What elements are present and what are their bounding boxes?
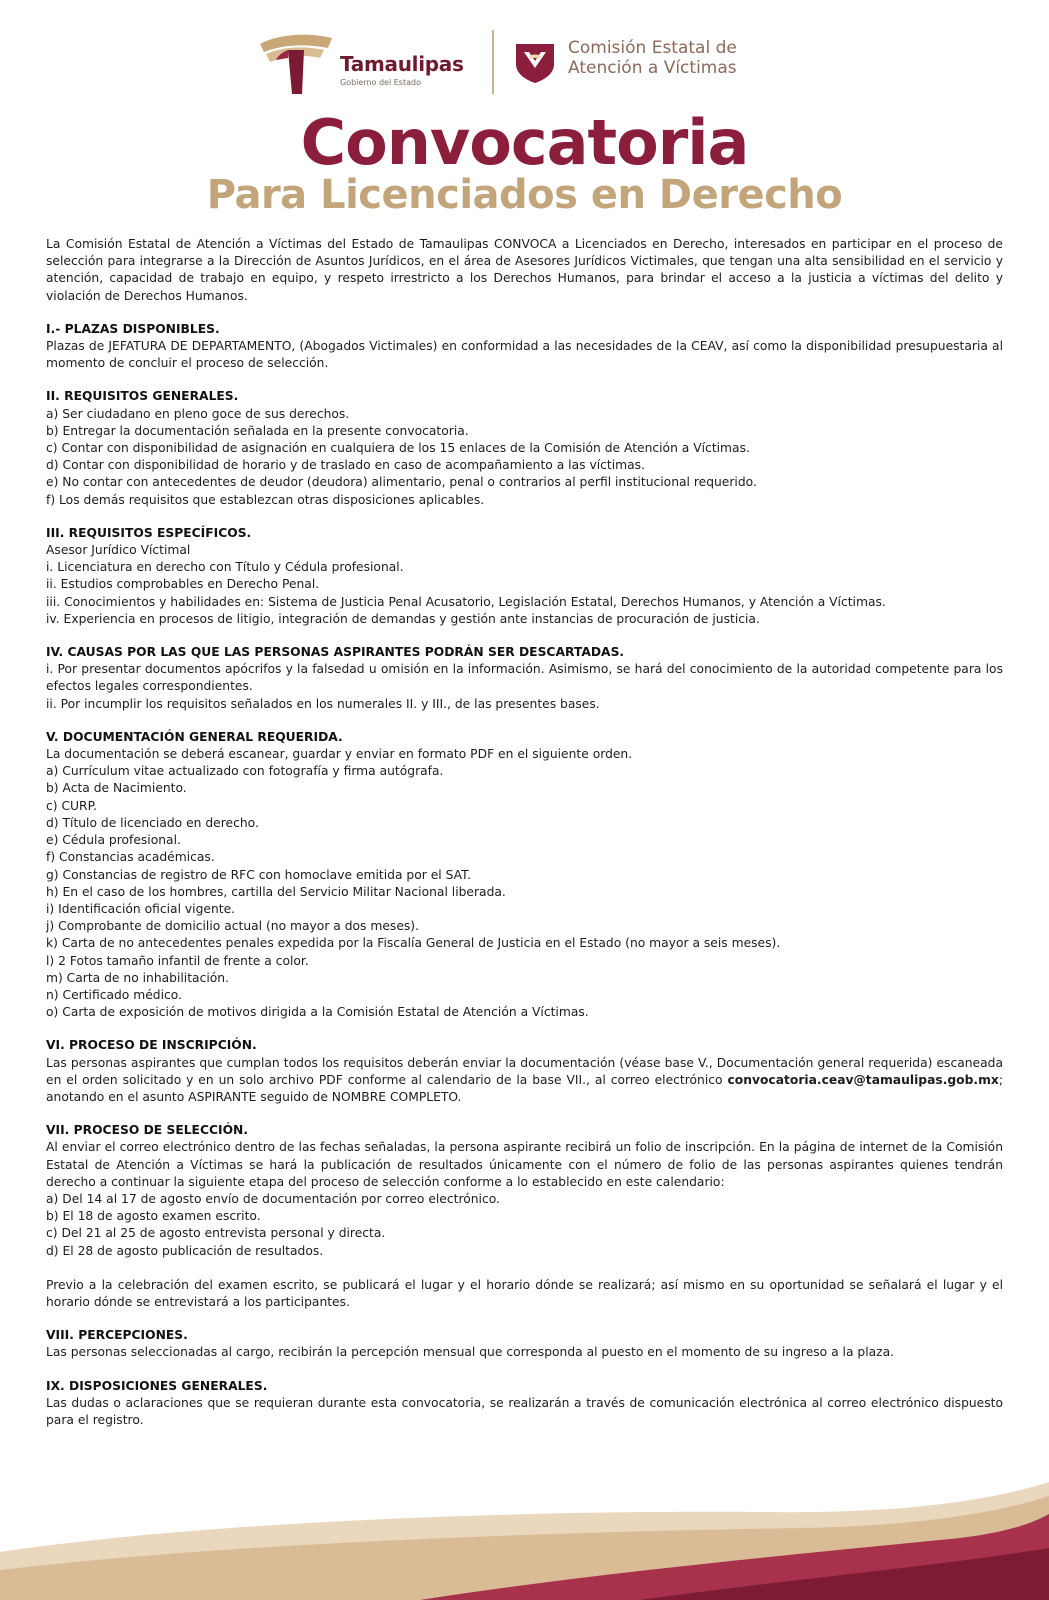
list-item: iii. Conocimientos y habilidades en: Sistema de Justicia Penal Acusatorio, Legislación Estatal, Derechos Humanos, y Atención a Víctimas. bbox=[46, 594, 886, 609]
section-heading: IX. DISPOSICIONES GENERALES. bbox=[46, 1378, 268, 1393]
section-requisitos-generales bbox=[46, 388, 1003, 508]
list-item: l) 2 Fotos tamaño infantil de frente a color. bbox=[46, 953, 309, 968]
list-item: c) Contar con disponibilidad de asignación en cualquiera de los 15 enlaces de la Comisión de Atención a Víctimas. bbox=[46, 441, 750, 456]
section-text: Las dudas o aclaraciones que se requieran durante esta convocatoria, se realizarán a través de comunicación electrónica al correo electrónico dispuesto para el registro. bbox=[46, 1395, 1003, 1427]
page-title: Convocatoria bbox=[300, 106, 749, 179]
list-item: La documentación se deberá escanear, guardar y enviar en formato PDF en el siguiente orden. bbox=[46, 747, 633, 762]
tamaulipas-subtitle: Gobierno del Estado bbox=[340, 78, 421, 87]
list-item: f) Los demás requisitos que establezcan otras disposiciones aplicables. bbox=[46, 492, 485, 507]
ceav-name-line1: Comisión Estatal de bbox=[568, 38, 737, 58]
header bbox=[0, 22, 1049, 102]
section-seleccion bbox=[46, 1122, 1003, 1311]
list-item: i) Identificación oficial vigente. bbox=[46, 901, 236, 916]
section-heading: VI. PROCESO DE INSCRIPCIÓN. bbox=[46, 1038, 257, 1053]
tamaulipas-emblem-icon bbox=[258, 30, 334, 96]
list-item: iv. Experiencia en procesos de litigio, integración de demandas y gestión ante instancias de procuración de justicia. bbox=[46, 611, 760, 626]
tamaulipas-logo bbox=[258, 30, 468, 96]
list-item: a) Del 14 al 17 de agosto envío de documentación por correo electrónico. bbox=[46, 1191, 500, 1206]
section-text: Plazas de JEFATURA DE DEPARTAMENTO, (Abogados Victimales) en conformidad a las necesidades de la CEAV, así como la disponibilidad presupuestaria al momento de concluir el proceso de selección. bbox=[46, 339, 1003, 371]
section-plazas bbox=[46, 321, 1003, 373]
page-subtitle: Para Licenciados en Derecho bbox=[206, 172, 843, 218]
list-item: b) Acta de Nacimiento. bbox=[46, 781, 187, 796]
section-documentacion bbox=[46, 729, 1003, 1021]
section-heading: III. REQUISITOS ESPECÍFICOS. bbox=[46, 525, 252, 540]
section-heading: V. DOCUMENTACIÓN GENERAL REQUERIDA. bbox=[46, 729, 343, 744]
tamaulipas-name: Tamaulipas bbox=[340, 52, 464, 76]
list-item: i. Por presentar documentos apócrifos y la falsedad u omisión en la información. Asimismo, se hará del conocimiento de la autoridad competente para los efectos legales correspondientes. bbox=[46, 662, 1003, 694]
ceav-logo bbox=[512, 32, 772, 92]
list-item: e) Cédula profesional. bbox=[46, 833, 181, 848]
section-heading: IV. CAUSAS POR LAS QUE LAS PERSONAS ASPIRANTES PODRÁN SER DESCARTADAS. bbox=[46, 645, 625, 660]
section-percepciones bbox=[46, 1327, 1003, 1361]
ceav-emblem-icon bbox=[512, 38, 558, 84]
list-item: b) El 18 de agosto examen escrito. bbox=[46, 1209, 261, 1224]
list-item: b) Entregar la documentación señalada en la presente convocatoria. bbox=[46, 423, 469, 438]
list-item: c) CURP. bbox=[46, 798, 98, 813]
list-item: e) No contar con antecedentes de deudor (deudora) alimentario, penal o contrarios al perfil institucional requerido. bbox=[46, 475, 757, 490]
list-item: j) Comprobante de domicilio actual (no mayor a dos meses). bbox=[46, 919, 419, 934]
section-heading: I.- PLAZAS DISPONIBLES. bbox=[46, 321, 220, 336]
list-item: n) Certificado médico. bbox=[46, 987, 182, 1002]
list-item: g) Constancias de registro de RFC con homoclave emitida por el SAT. bbox=[46, 867, 472, 882]
section-causas-descarte bbox=[46, 644, 1003, 713]
list-item: m) Carta de no inhabilitación. bbox=[46, 970, 229, 985]
list-item: ii. Por incumplir los requisitos señalados en los numerales II. y III., de las presentes bases. bbox=[46, 696, 600, 711]
list-item: Asesor Jurídico Víctimal bbox=[46, 543, 191, 558]
logo-divider bbox=[492, 30, 494, 94]
intro-paragraph: La Comisión Estatal de Atención a Víctimas del Estado de Tamaulipas CONVOCA a Licenciados en Derecho, interesados en participar en el proceso de selección para integrarse a la Dirección de Asuntos Jurídicos, en el área de Asesores Jurídicos Victimales, que tengan una alta sensibilidad en el servicio y atención, capacidad de trabajo en equipo, y respeto irrestricto a los Derechos Humanos, para brindar el acceso a la justicia a víctimas del delito y violación de Derechos Humanos. bbox=[46, 237, 1003, 303]
section-note: Previo a la celebración del examen escrito, se publicará el lugar y el horario dónde se realizará; así mismo en su oportunidad se señalará el lugar y el horario dónde se entrevistará a los participantes. bbox=[46, 1277, 1003, 1309]
section-disposiciones bbox=[46, 1378, 1003, 1430]
section-heading: VIII. PERCEPCIONES. bbox=[46, 1328, 188, 1343]
document-body bbox=[46, 236, 1003, 1429]
spacer bbox=[46, 1260, 1003, 1277]
list-item: i. Licenciatura en derecho con Título y Cédula profesional. bbox=[46, 560, 404, 575]
list-item: h) En el caso de los hombres, cartilla del Servicio Militar Nacional liberada. bbox=[46, 884, 506, 899]
list-item: d) Contar con disponibilidad de horario y de traslado en caso de acompañamiento a las víctimas. bbox=[46, 458, 645, 473]
section-text bbox=[46, 1055, 1003, 1107]
footer-wave-decoration bbox=[0, 1482, 1049, 1600]
ceav-name-line2: Atención a Víctimas bbox=[568, 58, 737, 78]
section-requisitos-especificos bbox=[46, 525, 1003, 628]
section-text: Las personas seleccionadas al cargo, recibirán la percepción mensual que corresponda al puesto en el momento de su ingreso a la plaza. bbox=[46, 1345, 895, 1360]
list-item: c) Del 21 al 25 de agosto entrevista personal y directa. bbox=[46, 1226, 386, 1241]
list-item: f) Constancias académicas. bbox=[46, 850, 215, 865]
list-item: d) El 28 de agosto publicación de resultados. bbox=[46, 1243, 324, 1258]
contact-email-link[interactable]: convocatoria.ceav@tamaulipas.gob.mx bbox=[727, 1072, 999, 1087]
list-item: ii. Estudios comprobables en Derecho Penal. bbox=[46, 577, 320, 592]
list-item: a) Ser ciudadano en pleno goce de sus derechos. bbox=[46, 406, 350, 421]
ceav-name bbox=[568, 38, 737, 78]
list-item: d) Título de licenciado en derecho. bbox=[46, 815, 259, 830]
section-inscripcion bbox=[46, 1037, 1003, 1106]
list-item: a) Currículum vitae actualizado con fotografía y firma autógrafa. bbox=[46, 764, 444, 779]
section-heading: VII. PROCESO DE SELECCIÓN. bbox=[46, 1123, 248, 1138]
inscripcion-text-end: ; anotando en el asunto ASPIRANTE seguido de NOMBRE COMPLETO. bbox=[46, 1072, 1003, 1104]
list-item: k) Carta de no antecedentes penales expedida por la Fiscalía General de Justicia en el Estado (no mayor a seis meses). bbox=[46, 936, 781, 951]
section-heading: II. REQUISITOS GENERALES. bbox=[46, 389, 239, 404]
section-text: Al enviar el correo electrónico dentro de las fechas señaladas, la persona aspirante recibirá un folio de inscripción. En la página de internet de la Comisión Estatal de Atención a Víctimas se hará la publicación de resultados únicamente con el número de folio de las personas aspirantes quienes tendrán derecho a continuar la siguiente etapa del proceso de selección conforme a lo establecido en este calendario: bbox=[46, 1140, 1003, 1189]
list-item: o) Carta de exposición de motivos dirigida a la Comisión Estatal de Atención a Víctimas. bbox=[46, 1005, 589, 1020]
inscripcion-text: Las personas aspirantes que cumplan todos los requisitos deberán enviar la documentación (véase base V., Documentación general requerida) escaneada en el orden solicitado y en un solo archivo PDF conforme al calendario de la base VII., al correo electrónico bbox=[46, 1055, 1003, 1087]
